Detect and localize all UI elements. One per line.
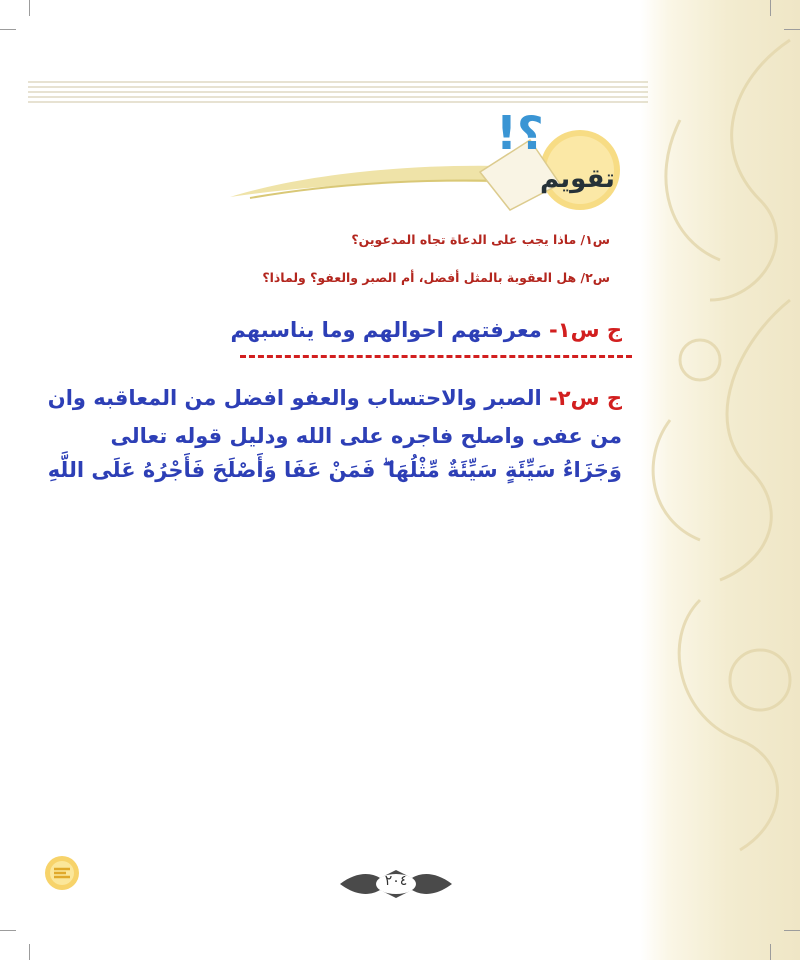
answer-1-label: ج س١- (549, 318, 622, 342)
crop-mark (784, 29, 800, 30)
crop-mark (0, 930, 16, 931)
answer-2-label: ج س٢- (549, 386, 622, 410)
header-symbols: ؟! (496, 106, 544, 160)
answer-2-line-1 (48, 386, 622, 410)
answer-2-text: الصبر والاحتساب والعفو افضل من المعاقبه وان (47, 386, 542, 410)
publisher-logo (44, 855, 80, 891)
crop-mark (784, 930, 800, 931)
dashed-separator (240, 355, 632, 358)
answer-1-text: معرفتهم احوالهم وما يناسبهم (230, 318, 542, 342)
crop-mark (29, 0, 30, 16)
question-1: س١/ ماذا يجب على الدعاة تجاه المدعوين؟ (351, 232, 610, 247)
crop-mark (0, 29, 16, 30)
header-rule-lines (28, 80, 648, 110)
page-title: تقويم (540, 164, 615, 194)
page-number: ٢٠٤ (384, 873, 408, 889)
answer-2-verse: وَجَزَاءُ سَيِّئَةٍ سَيِّئَةٌ مِّثْلُهَا ۖ فَمَنْ عَفَا وَأَصْلَحَ فَأَجْرُهُ عَلَى اللَّهِ (47, 458, 622, 482)
decorative-border (640, 0, 800, 960)
answer-1 (230, 318, 622, 342)
question-2: س٢/ هل العقوبة بالمثل أفضل، أم الصبر والعفو؟ ولماذا؟ (262, 270, 610, 285)
answer-2-line-2: من عفى واصلح فاجره على الله ودليل قوله تعالى (110, 424, 622, 448)
crop-mark (770, 0, 771, 16)
header-banner (230, 106, 650, 212)
crop-mark (29, 944, 30, 960)
crop-mark (770, 944, 771, 960)
